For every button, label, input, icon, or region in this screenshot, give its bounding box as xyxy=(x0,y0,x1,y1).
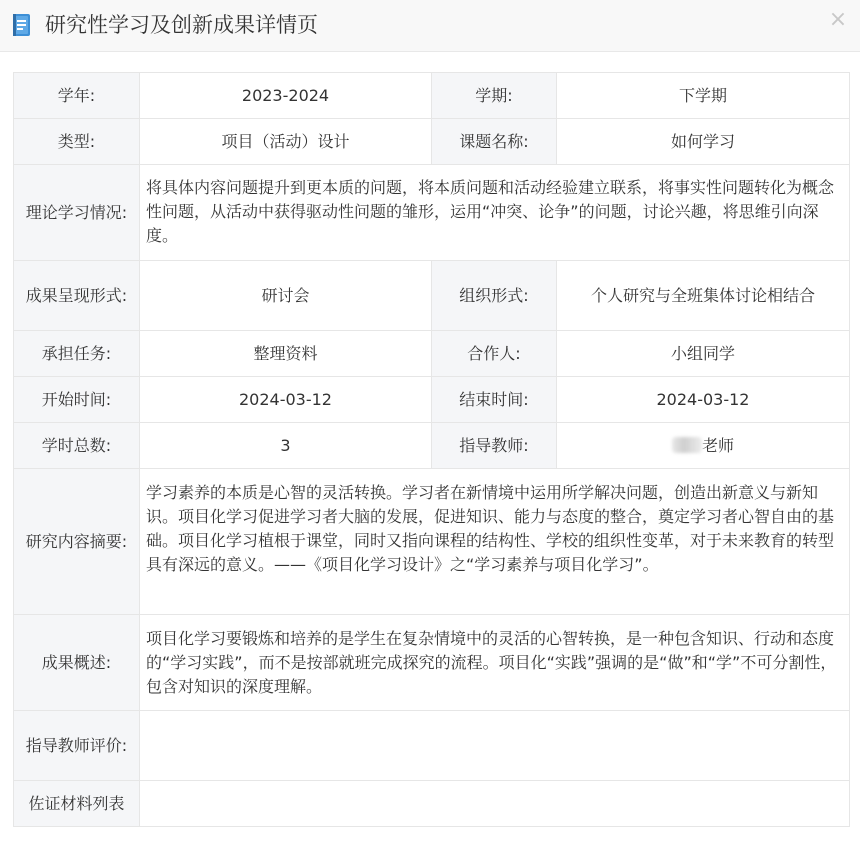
label-zhidaojiaoshi: 指导教师: xyxy=(432,423,557,469)
label-zuozhengcailiao: 佐证材料列表 xyxy=(14,781,140,827)
label-chengdanrenwu: 承担任务: xyxy=(14,331,140,377)
value-xuenian: 2023-2024 xyxy=(140,73,432,119)
value-kaishishijian: 2024-03-12 xyxy=(140,377,432,423)
value-zhidaopingjia xyxy=(140,711,850,781)
label-ketimingcheng: 课题名称: xyxy=(432,119,557,165)
label-leixing: 类型: xyxy=(14,119,140,165)
row-hours-teacher xyxy=(14,423,850,469)
label-zuzhixingshi: 组织形式: xyxy=(432,261,557,331)
value-jieshushijian: 2024-03-12 xyxy=(557,377,850,423)
label-lilunxuexi: 理论学习情况: xyxy=(14,165,140,261)
row-result-overview xyxy=(14,615,850,711)
label-hezuoren: 合作人: xyxy=(432,331,557,377)
label-jieshushijian: 结束时间: xyxy=(432,377,557,423)
row-task-partner xyxy=(14,331,850,377)
row-dates xyxy=(14,377,850,423)
row-year-semester xyxy=(14,73,850,119)
value-chengguochengxian: 研讨会 xyxy=(140,261,432,331)
value-lilunxuexi: 将具体内容问题提升到更本质的问题，将本质问题和活动经验建立联系，将事实性问题转化为概念性问题，从活动中获得驱动性问题的雏形，运用“冲突、论争”的问题，讨论兴趣，将思维引向深度。 xyxy=(140,165,850,261)
label-chengguochengxian: 成果呈现形式: xyxy=(14,261,140,331)
redacted-name xyxy=(672,437,702,453)
value-chengguogaishu: 项目化学习要锻炼和培养的是学生在复杂情境中的灵活的心智转换，是一种包含知识、行动和态度的“学习实践”，而不是按部就班完成探究的流程。项目化“实践”强调的是“做”和“学”不可分割性，包含对知识的深度理解。 xyxy=(140,615,850,711)
label-xueshizongshu: 学时总数: xyxy=(14,423,140,469)
value-xueshizongshu: 3 xyxy=(140,423,432,469)
value-zuzhixingshi: 个人研究与全班集体讨论相结合 xyxy=(557,261,850,331)
value-leixing: 项目（活动）设计 xyxy=(140,119,432,165)
detail-table xyxy=(13,72,850,827)
row-evidence-list xyxy=(14,781,850,827)
label-zhidaopingjia: 指导教师评价: xyxy=(14,711,140,781)
label-chengguogaishu: 成果概述: xyxy=(14,615,140,711)
dialog-titlebar xyxy=(0,0,860,52)
value-ketimingcheng: 如何学习 xyxy=(557,119,850,165)
label-yanjiuneirong: 研究内容摘要: xyxy=(14,469,140,615)
row-type-topic xyxy=(14,119,850,165)
value-xueqi: 下学期 xyxy=(557,73,850,119)
value-chengdanrenwu: 整理资料 xyxy=(140,331,432,377)
document-icon xyxy=(12,13,32,37)
value-hezuoren: 小组同学 xyxy=(557,331,850,377)
label-kaishishijian: 开始时间: xyxy=(14,377,140,423)
label-xueqi: 学期: xyxy=(432,73,557,119)
value-zhidaojiaoshi: 老师 xyxy=(701,435,734,455)
label-xuenian: 学年: xyxy=(14,73,140,119)
value-zuozhengcailiao xyxy=(140,781,850,827)
row-research-summary xyxy=(14,469,850,615)
row-teacher-evaluation xyxy=(14,711,850,781)
row-theory-study xyxy=(14,165,850,261)
dialog-title: 研究性学习及创新成果详情页 xyxy=(45,13,318,37)
close-button[interactable]: × xyxy=(828,7,848,32)
row-result-form xyxy=(14,261,850,331)
value-zhidaojiaoshi-cell xyxy=(557,423,850,469)
value-yanjiuneirong: 学习素养的本质是心智的灵活转换。学习者在新情境中运用所学解决问题，创造出新意义与新知识。项目化学习促进学习者大脑的发展，促进知识、能力与态度的整合，奠定学习者心智自由的基础。项目化学习植根于课堂，同时又指向课程的结构性、学校的组织性变革，对于未来教育的转型具有深远的意义。——《项目化学习设计》之“学习素养与项目化学习”。 xyxy=(140,469,850,615)
